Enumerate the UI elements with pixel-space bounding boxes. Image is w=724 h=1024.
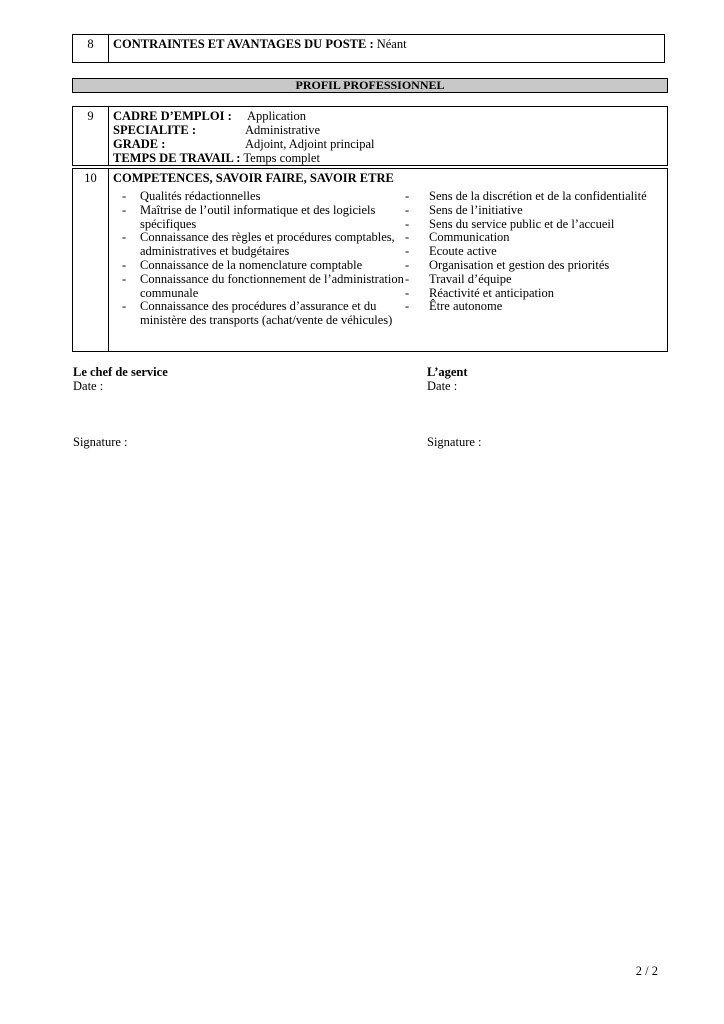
item-text: Travail d’équipe bbox=[429, 271, 512, 286]
item-text-cont: ministère des transports (achat/vente de véhicules) bbox=[140, 313, 393, 328]
agent-title: L’agent bbox=[427, 365, 468, 379]
list-item bbox=[405, 204, 665, 218]
bullet-dash: - bbox=[122, 189, 127, 203]
agent-signature-label: Signature : bbox=[427, 435, 482, 449]
section-10-number: 10 bbox=[84, 171, 97, 185]
list-item bbox=[122, 204, 422, 232]
field-value: Temps complet bbox=[243, 151, 320, 165]
section-10-title: COMPETENCES, SAVOIR FAIRE, SAVOIR ETRE bbox=[113, 171, 394, 185]
section-8-number: 8 bbox=[87, 37, 94, 51]
bullet-dash: - bbox=[122, 299, 127, 314]
signature-block-chef bbox=[73, 365, 168, 393]
list-item bbox=[405, 245, 665, 259]
field-label: CADRE D’EMPLOI : bbox=[113, 109, 232, 123]
item-text: Sens du service public et de l’accueil bbox=[429, 216, 615, 231]
list-item bbox=[405, 190, 665, 204]
list-item bbox=[405, 273, 665, 287]
list-item bbox=[122, 300, 422, 328]
list-item bbox=[405, 218, 665, 232]
item-text: Connaissance du fonctionnement de l’administration bbox=[140, 271, 404, 286]
competences-right-list bbox=[405, 190, 665, 314]
field-grade bbox=[113, 137, 663, 151]
list-item bbox=[405, 300, 665, 314]
chef-signature-label: Signature : bbox=[73, 435, 128, 449]
list-item bbox=[405, 287, 665, 301]
bullet-dash: - bbox=[122, 257, 127, 272]
section-10-title-wrap bbox=[113, 171, 663, 186]
field-cadre-emploi bbox=[113, 109, 663, 123]
item-text: Ecoute active bbox=[429, 244, 497, 259]
field-specialite bbox=[113, 123, 663, 137]
field-label: TEMPS DE TRAVAIL : bbox=[113, 151, 241, 165]
signature-block-agent bbox=[427, 365, 468, 393]
item-text-cont: communale bbox=[140, 285, 199, 300]
section-8-value: Néant bbox=[376, 37, 407, 51]
list-item bbox=[405, 231, 665, 245]
bullet-dash: - bbox=[405, 257, 410, 272]
section-9-content bbox=[113, 109, 663, 165]
section-number bbox=[73, 35, 109, 62]
item-text: Connaissance des règles et procédures comptables, bbox=[140, 230, 395, 245]
competences-left-list bbox=[122, 190, 422, 328]
bullet-dash: - bbox=[405, 189, 410, 203]
chef-de-service-title: Le chef de service bbox=[73, 365, 168, 379]
item-text: Réactivité et anticipation bbox=[429, 285, 554, 300]
item-text: Connaissance des procédures d’assurance et du bbox=[140, 299, 377, 314]
field-temps-travail bbox=[113, 151, 663, 165]
item-text: Être autonome bbox=[429, 299, 503, 314]
list-item bbox=[122, 273, 422, 301]
bullet-dash: - bbox=[405, 202, 410, 217]
item-text-cont: administratives et budgétaires bbox=[140, 244, 290, 259]
bullet-dash: - bbox=[122, 271, 127, 286]
field-value: Administrative bbox=[245, 123, 320, 137]
profil-professionnel-banner: PROFIL PROFESSIONNEL bbox=[72, 78, 668, 93]
bullet-dash: - bbox=[405, 244, 410, 259]
list-item bbox=[405, 259, 665, 273]
section-10-box bbox=[72, 168, 668, 352]
field-value: Application bbox=[247, 109, 307, 123]
item-text: Organisation et gestion des priorités bbox=[429, 257, 610, 272]
section-9-box bbox=[72, 106, 668, 166]
list-item bbox=[122, 190, 422, 204]
bullet-dash: - bbox=[405, 285, 410, 300]
bullet-dash: - bbox=[405, 271, 410, 286]
section-9-number: 9 bbox=[87, 109, 94, 123]
item-text: Communication bbox=[429, 230, 510, 245]
bullet-dash: - bbox=[405, 299, 410, 314]
section-8-content bbox=[113, 37, 660, 52]
bullet-dash: - bbox=[405, 216, 410, 231]
section-8-box bbox=[72, 34, 665, 63]
page-number: 2 / 2 bbox=[635, 964, 658, 978]
field-label: SPECIALITE : bbox=[113, 123, 197, 137]
section-number bbox=[73, 169, 109, 351]
section-8-label: CONTRAINTES ET AVANTAGES DU POSTE : bbox=[113, 37, 374, 51]
item-text: Sens de l’initiative bbox=[429, 202, 523, 217]
field-label: GRADE : bbox=[113, 137, 166, 151]
list-item bbox=[122, 259, 422, 273]
agent-date-label: Date : bbox=[427, 379, 458, 393]
item-text: Qualités rédactionnelles bbox=[140, 189, 261, 203]
item-text-cont: spécifiques bbox=[140, 216, 197, 231]
field-value: Adjoint, Adjoint principal bbox=[245, 137, 375, 151]
bullet-dash: - bbox=[405, 230, 410, 245]
bullet-dash: - bbox=[122, 230, 127, 245]
item-text: Maîtrise de l’outil informatique et des logiciels bbox=[140, 202, 376, 217]
section-number bbox=[73, 107, 109, 165]
item-text: Sens de la discrétion et de la confidentialité bbox=[429, 189, 647, 203]
bullet-dash: - bbox=[122, 202, 127, 217]
list-item bbox=[122, 231, 422, 259]
item-text: Connaissance de la nomenclature comptable bbox=[140, 257, 363, 272]
chef-date-label: Date : bbox=[73, 379, 104, 393]
